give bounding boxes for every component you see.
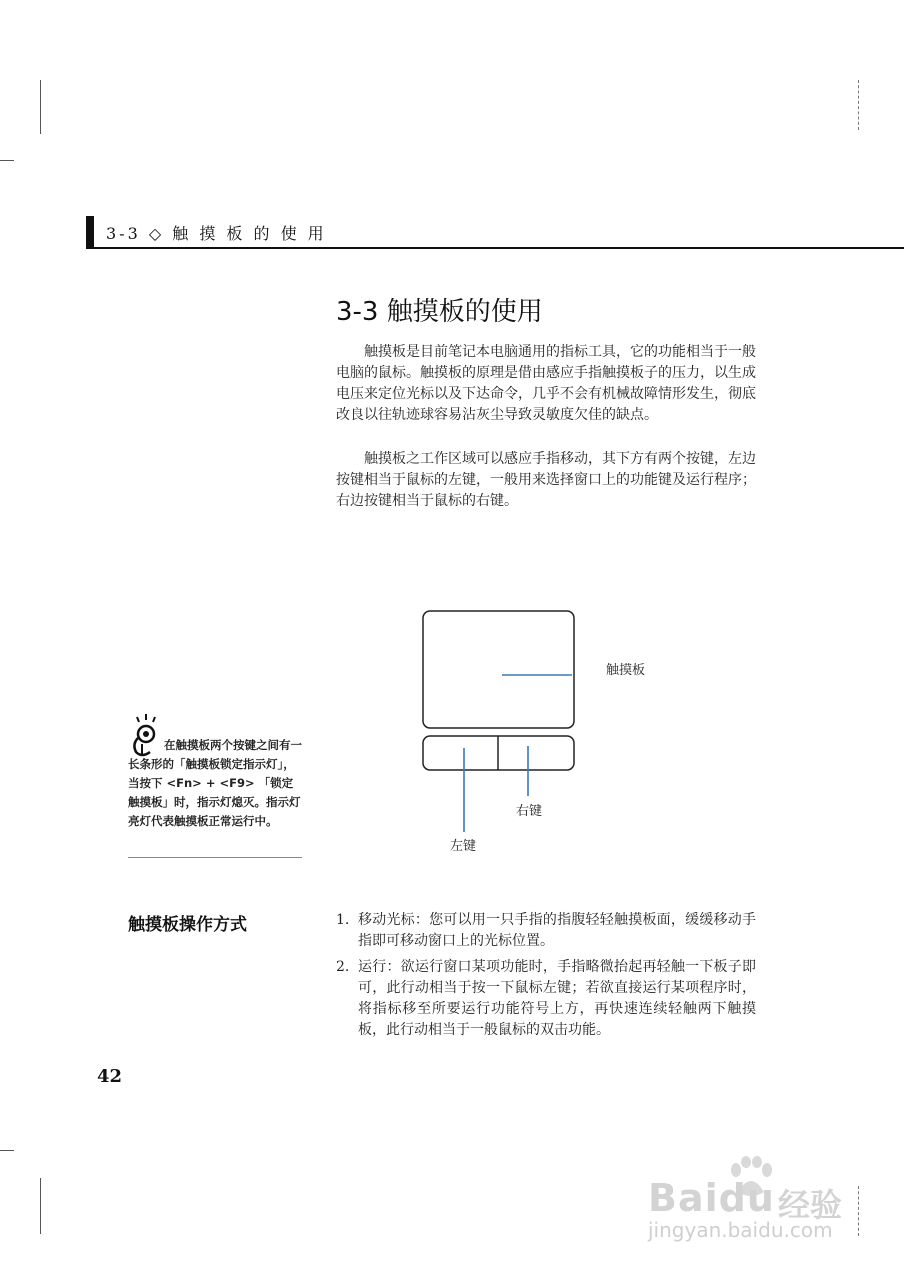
header-bar [86, 216, 94, 248]
crop-mark-dashed [858, 80, 859, 130]
left-key-label: 左键 [450, 839, 477, 854]
watermark-brand: Baidu [648, 1176, 775, 1220]
list-text: 移动光标：您可以用一只手指的指腹轻轻触摸板面，缓缓移动手指即可移动窗口上的光标位置。 [358, 912, 756, 949]
crop-mark-dashed [858, 1186, 859, 1236]
crop-mark [0, 1150, 14, 1151]
watermark-brand-cn: 经验 [778, 1186, 843, 1224]
list-number: 2. [336, 959, 350, 975]
page-title: 3-3 触摸板的使用 [336, 297, 543, 327]
list-text: 运行：欲运行窗口某项功能时，手指略微抬起再轻触一下板子即可，此行动相当于按一下鼠标左键；若欲直接运行某项程序时，将指标移至所要运行功能符号上方，再快速连续轻触两下触摸板，此行动相当于一般鼠标的双击功能。 [358, 959, 756, 1038]
list-item [336, 910, 756, 952]
crop-mark [40, 80, 41, 134]
watermark-url: jingyan.baidu.com [648, 1218, 833, 1242]
list-item [336, 957, 756, 1041]
tip-box [128, 714, 302, 860]
tip-rule [128, 857, 302, 858]
operations-heading: 触摸板操作方式 [128, 915, 247, 935]
crop-mark [40, 1178, 41, 1234]
buttons-paragraph: 触摸板之工作区域可以感应手指移动，其下方有两个按键，左边按键相当于鼠标的左键，一般用来选择窗口上的功能键及运行程序；右边按键相当于鼠标的右键。 [336, 451, 756, 509]
page-number: 42 [97, 1066, 123, 1087]
header-rule [86, 247, 904, 249]
tip-text: 在触摸板两个按键之间有一长条形的「触摸板锁定指示灯」，当按下 <Fn> + <F9> 「锁定触摸板」时，指示灯熄灭。指示灯亮灯代表触摸板正常运行中。 [128, 738, 302, 828]
intro-paragraph: 触摸板是目前笔记本电脑通用的指标工具，它的功能相当于一般电脑的鼠标。触摸板的原理是借由感应手指触摸板子的压力，以生成电压来定位光标以及下达命令，几乎不会有机械故障情形发生，彻底改良以往轨迹球容易沾灰尘导致灵敏度欠佳的缺点。 [336, 344, 756, 423]
right-key-label: 右键 [516, 804, 543, 819]
touchpad-diagram [410, 600, 660, 860]
crop-mark [0, 160, 14, 161]
list-number: 1. [336, 912, 350, 928]
touchpad-surface [423, 611, 574, 728]
baidu-watermark [648, 1162, 854, 1242]
touchpad-label: 触摸板 [606, 663, 646, 678]
running-header: 3-3 ◇ 触 摸 板 的 使 用 [106, 224, 327, 243]
